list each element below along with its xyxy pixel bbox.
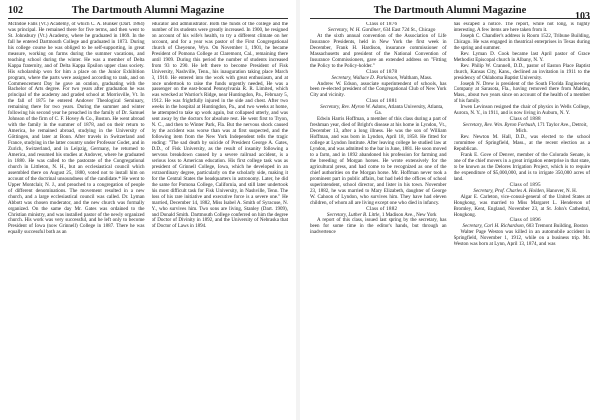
class-heading: Class of 1888 [509,116,541,123]
paragraph: Joseph C. Chandler's address is Room 1522, Tribune Building, Chicago. He was engaged in theatrical enterprises in Texas during the spring and summer. [453,32,590,51]
paragraph: Algar E. Carleton, vice-consul-general of the United States at Hongkong, was married to Miss Margaret L. Henderson of Bromley, Kent, England, November 23, at St. John's Cathedral, Hongkong. [453,193,590,218]
page-header [310,2,590,22]
secretary-label: Secretary, [328,26,349,33]
class-heading: Class of 1882 [366,205,398,212]
paragraph: has escaped a notice. The report, while not long, is highly interesting. A few items are here taken from it. [453,22,590,33]
text-columns [310,22,590,416]
page-number: 103 [575,11,590,22]
paragraph: Irwen Levinson resigned the chair of physics in Wells College, Aurora, N. Y., in 1911, and is now living in Auburn, N. Y. [453,104,590,117]
secretary-label: Secretary, [326,211,348,218]
paragraph: Andrew W. Edson, associate superintendent of schools, has been re-elected president of the Congregational Club of New York City and vicinity. [310,80,447,99]
page-header [8,2,288,18]
secretary-address: , Hanover, N. H. [543,187,578,194]
secretary-address: , Atlanta University, Atlanta, Ga. [374,104,444,117]
secretary-label: Secretary, [331,74,352,81]
secretary-label: Secretary, [462,122,484,129]
secretary-label: Secretary, [462,223,483,230]
paragraph: educator and administrator. Both the funds of the college and the number of its students were greatly increased. In 1900, he resigned on account of his wife's health, to try a different climate on her account, and for a year was pastor of the First Congregational church of Cheyenne, Wyo. On November 1, 1901, he became President of Pomona College at Claremont, Cal., remaining there until 1909. During this period the number of students increased from 93 to 290. He left there to become President of Fisk University, Nashville, Tenn., his inauguration taking place March 3, 1910. He entered into the work with great enthusiasm, and at once undertook to raise the funds urgently needed, He was a passenger on the east-bound Pennsylvania R. R. Limited, which was wrecked at Warrior's Ridge, near Huntingdon, Pa., February 5, 1912. He was frightfully injured in the side and chest. After two weeks in the hospital at Huntingdon, Pa., and two weeks at home, he attempted to take up work again, but collapsed utterly, and was sent away by the doctors for absolute rest. He went first to Tryon, N. C., and then to Winter Park, Fla. But the nervous shock caused by the accident was worse than was at first suspected, and the following item from the New York Independent tells the tragic ending: "The sad death by suicide of President George A. Gates, D.D., of Fisk University, as the result of insanity following a nervous breakdown caused by a severe railroad accident, is a serious loss to American education. His first college task was as president of Grinnell College, Iowa, which he developed in an extraordinary degree, particularly on the scholarly side, making it for the Central States the headquarters in astronomy. Later, he did the same for Pomona College, California, and still later undertook his most difficult task for Fisk University, in Nashville, Tenn. The loss of his rare initiative and executive force is a severe one." He married, December 14, 1882, Miss Isabel A. Smith of Syracuse, N. Y., who survives him. Two sons are living, Stanley (Dart. 1909), and Donald Smith. Dartmouth College conferred on him the degree of Doctor of Divinity in 1892, and the University of Nebraska that of Doctor of Laws in 1894. [151,22,288,230]
secretary-address: , 634 East 72d St., Chicago [380,26,436,33]
secretary-name: Prof. Charles A. Holden [494,187,544,194]
secretary-name: Rev. Myron W. Adams [341,104,386,111]
page-number: 102 [8,5,23,16]
paragraph: Frank E. Gove of Denver, member of the Colorado Senate, is one of the chief movers in a great irrigation enterprise in that state, to be known as the Delores Irrigation Project, which is to require the expenditure of $5,000,000, and is to irrigate 350,000 acres of land. [453,151,590,182]
paragraph: Rev. Philip W. Crannell, D.D., pastor of Easton Place Baptist church, Kansas City, Kans., declined an invitation in 1911 to the presidency of Oklahoma Baptist University. [453,62,590,81]
secretary-name: Luther B. Little [348,211,380,218]
running-title: The Dartmouth Alumni Magazine [373,5,527,16]
secretary-name: Wallace D. Parkinson [352,74,398,81]
secretary-name: Carl H. Richardson [483,223,524,230]
text-columns [8,22,288,416]
secretary-address: , 171 Taylor Ave., Detroit, Mich. [515,122,588,135]
class-heading: Class of 1896 [509,217,541,224]
secretary-address: , 1 Madison Ave., New York [379,211,437,218]
class-heading: Class of 1878 [366,68,398,75]
column-2 [152,22,289,416]
secretary-label: Secretary, [320,104,341,111]
paragraph: At the sixth annual convention of the Association of Life Insurance Presidents, held in New York the first week in December, Frank H. Hardison, insurance commissioner of Massachusetts and president of the National Convention of Insurance Commissioners, gave an extended address on "Fitting the Policy to the Policy-holder." [310,32,447,69]
class-heading: Class of 1876 [366,22,398,27]
paragraph: Joseph N. Drew is president of the South Florida Engineering Company at Sarasota, Fla., having removed there from Malden, Mass., about two years since on account of the health of a member of his family. [453,80,590,105]
paragraph: A report of this class, issued last spring by the secretary, has been for some time in the editor's hands, but through an inadvertence [310,217,447,236]
paragraph: McIndoe Falls (Vt.) Academy, of which C. A. Bunker (Dart. 1864) was principal. He remained there for five terms, and then went to St. Johnsbury (Vt.) Academy, where he graduated in 1869. In the fall he entered Dartmouth College and graduated in 1873. During his college course he was obliged to be self-supporting, in great measure, working on farms during the summer vacations, and teaching school during the winter. He was a member of Delta Kappa fraternity, and of Delta Kappa Epsilon upper class society. His scholarship won for him a place on the Junior Exhibition program, where the parts were assigned according to rank, and on Commencement Day he gave an oration, graduating with the Bachelor of Arts degree. For two years after graduation he was principal of the academy and graded school at Morrisville, Vt. In the fall of 1875 he entered Andover Theological Seminary, remaining there for two years. During the summer and winter following his second year he preached in the family of Dr. Samuel Johnson of the firm of C. F. Hovey & Co., Boston. He went abroad with the family in the summer of 1878, and on their return to America, he remained abroad, studying in the University of Göttingen, and later at Bonn. After travels in Switzerland and France, studying in the latter country under Professor Godet, and in Zurich, Switzerland, and in Leipzig, Germany, he returned to America, and resumed his studies at Andover, where he graduated in 1880. He was called to the pastorate of the Congregational church in Littleton, N. H., but an ecclesiastical council which assembled there on August 25, 1880, voted not to install him on account of the doctrinal unsoundness of the candidate.* He went to Upper Montclair, N. J., and preached to a congregation of people of different denominations. The movement resulted in a new church, and a large ecclesiastical council was called. Dr. Lyman Abbott was chosen moderator, and the new church was formally organized. On the same day Mr. Gates was ordained to the Christian ministry, and was installed pastor of the newly organized church. His work was very successful, and he left only to become President of Iowa (now Grinnell) College in 1887. There he was equally successful both as an [8,22,145,236]
column-1 [8,22,145,416]
paragraph: Edwin Harris Hoffman, a member of this class during a part of freshman year, died of Bright's disease at his home in Lyndon, Vt., December 13, after a long illness. He was the son of William Hoffman, and was born in Lyndon, April 18, 1858. He fitted for college at Lyndon Institute. After leaving college he studied law at Lyndon, and was admitted to the bar in June, 1881. He soon moved to a farm, and in 1892 abandoned his profession for farming and the breeding of Morgan horses. He wrote extensively for the agricultural press, and had come to be recognized as one of the chief authorities on the Morgan horse. Mr. Hoffman never took a prominent part in public affairs, but had held the offices of school superintendent, school director, and lister in his town. November 23, 1882, he was married to Mary Elizabeth, daughter of George W. Cahoon of Lyndon, who survives him. They have had eleven children, of whom all are living except one who died in infancy. [310,116,447,206]
page-gutter [296,0,300,420]
secretary-address: , 603 Tremont Building, Boston [523,223,588,230]
right-page [302,0,596,420]
header-rule [310,18,590,19]
column-2 [454,22,591,416]
paragraph: Rev. Newton M. Hall, D.D., was elected to the school committee of Springfield, Mass., at the recent election as a Republican. [453,134,590,153]
class-heading: Class of 1881 [366,98,398,105]
header-rule [8,18,288,19]
left-page [0,0,294,420]
running-title: The Dartmouth Alumni Magazine [71,5,225,16]
class-heading: Class of 1895 [509,181,541,188]
paragraph: Walter Page Weston was killed in an automobile accident in Springfield, November 1, 1912, while on a business trip. Mr. Weston was born at Lynn, April 13, 1874, and was [453,229,590,248]
secretary-label: Secretary, [473,187,494,194]
secretary-name: Rev. Wm. Byron Forbush [484,122,535,129]
column-1 [310,22,447,416]
paragraph: Rev. Lyman D. Cook became last April pastor of Grace Methodist Episcopal church in Albany, N. Y. [453,50,590,63]
secretary-name: W. H. Gardiner [349,26,381,33]
secretary-address: , Waltham, Mass. [397,74,433,81]
